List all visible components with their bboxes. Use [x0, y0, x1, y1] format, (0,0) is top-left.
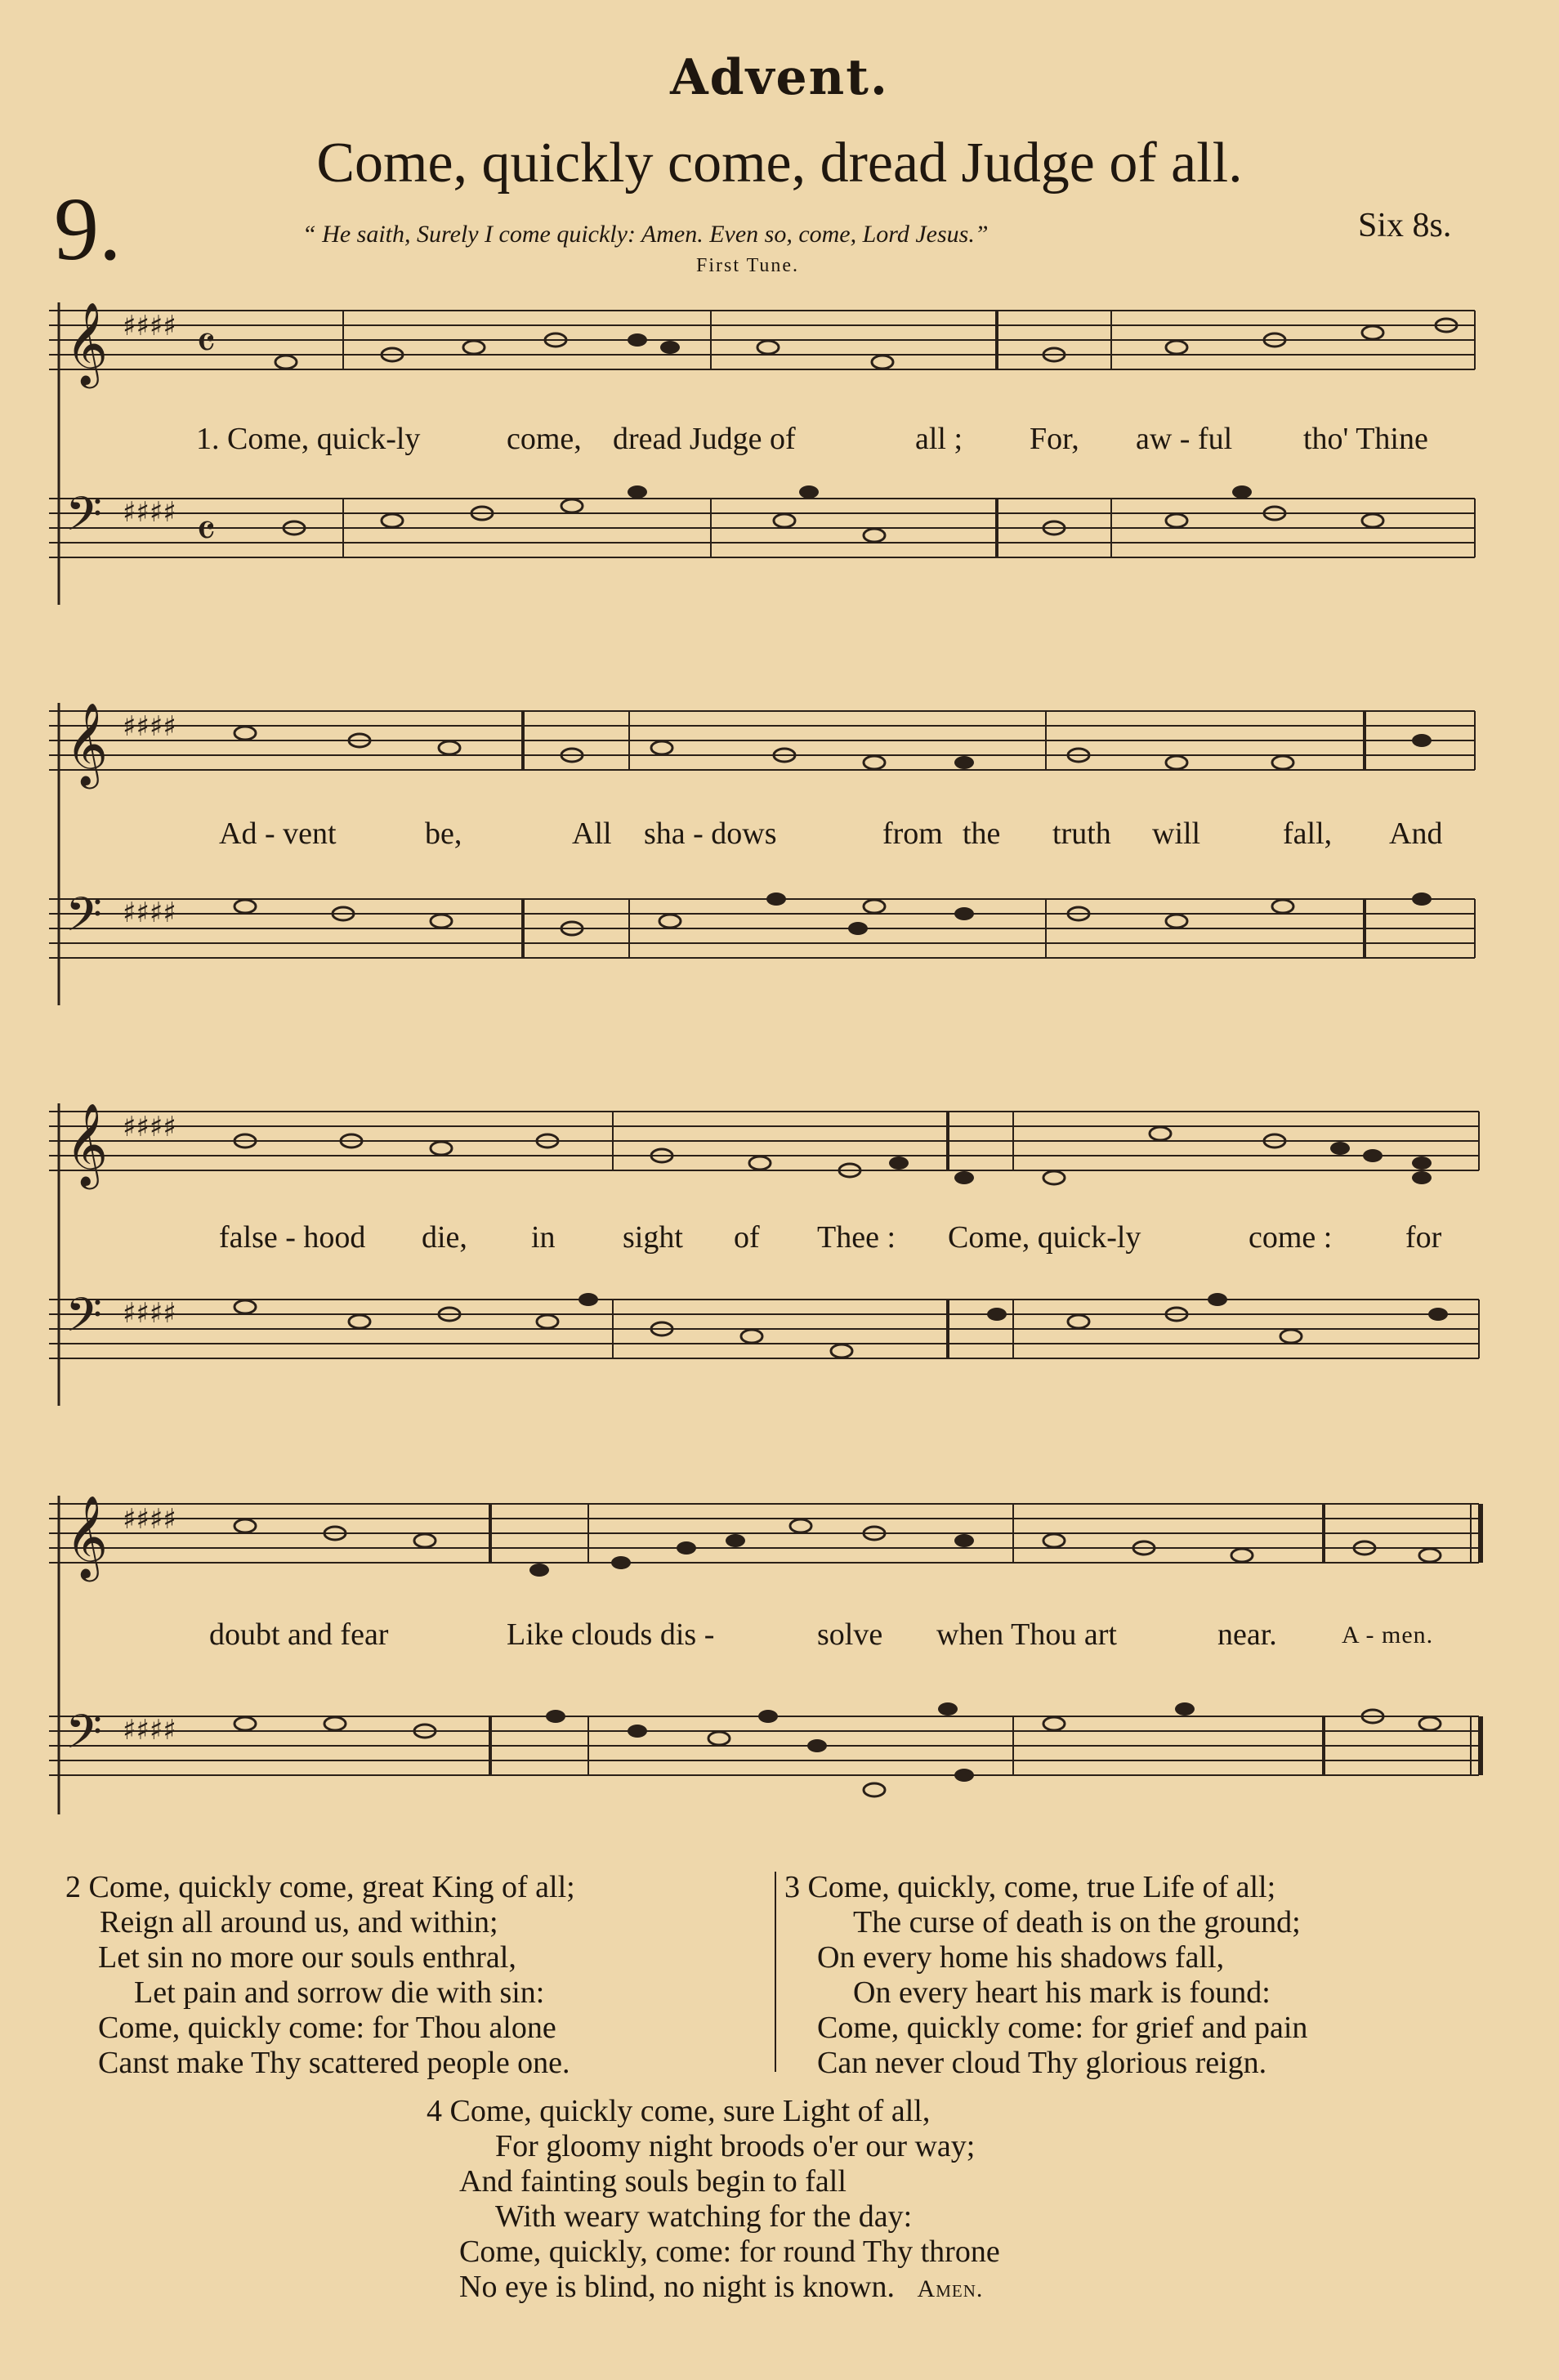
svg-text:𝄢: 𝄢 — [65, 1287, 103, 1354]
stanza-4-line-6-text: No eye is blind, no night is known. — [459, 2270, 896, 2304]
lyric-1-5: For, — [1030, 422, 1079, 456]
section-heading: Advent. — [670, 49, 889, 106]
stanza-4-amen: Amen. — [917, 2275, 984, 2302]
lyric-4-6: A - men. — [1342, 1622, 1434, 1649]
svg-text:𝄞: 𝄞 — [65, 701, 109, 785]
stanza-3-line-1: 3 Come, quickly, come, true Life of all; — [784, 1870, 1276, 1904]
stanza-3-line-5: Come, quickly come: for grief and pain — [817, 2011, 1308, 2045]
stanza-2-line-5: Come, quickly come: for Thou alone — [98, 2011, 556, 2045]
lyric-4-5: near. — [1217, 1617, 1277, 1652]
stanza-2-line-2: Reign all around us, and within; — [100, 1905, 498, 1939]
lyric-1-7: tho' Thine — [1303, 422, 1428, 456]
svg-text:𝄢: 𝄢 — [65, 486, 103, 553]
stanza-4-line-5: Come, quickly, come: for round Thy throne — [459, 2235, 1000, 2269]
hymn-title: Come, quickly come, dread Judge of all. — [316, 132, 1243, 195]
meter-label: Six 8s. — [1358, 207, 1452, 244]
stanza-4-line-3: And fainting souls begin to fall — [459, 2164, 847, 2199]
lyric-2-10: And — [1389, 816, 1443, 851]
lyric-3-7: Come, quick-ly — [948, 1220, 1141, 1255]
lyric-3-6: Thee : — [817, 1220, 896, 1255]
music-system-4 — [49, 1471, 1487, 1823]
lyric-3-5: of — [734, 1220, 760, 1255]
lyric-1-6: aw - ful — [1136, 422, 1233, 456]
svg-text:♯♯♯♯: ♯♯♯♯ — [123, 310, 176, 342]
lyric-4-1: doubt and fear — [209, 1617, 389, 1652]
svg-text:𝄴: 𝄴 — [196, 505, 217, 557]
stanza-3 — [784, 1870, 1307, 2081]
tune-label: First Tune. — [696, 255, 800, 276]
stanza-4 — [427, 2094, 1000, 2306]
lyric-1-1: 1. Come, quick-ly — [196, 422, 421, 456]
stanza-3-line-2: The curse of death is on the ground; — [853, 1905, 1301, 1939]
music-system-3 — [49, 1079, 1487, 1422]
lyric-3-3: in — [531, 1220, 556, 1255]
lyric-4-2: Like clouds dis - — [507, 1617, 715, 1652]
svg-text:♯♯♯♯: ♯♯♯♯ — [123, 496, 176, 529]
svg-text:𝄴: 𝄴 — [196, 317, 217, 369]
lyric-2-7: truth — [1052, 816, 1111, 851]
svg-text:♯♯♯♯: ♯♯♯♯ — [123, 1714, 176, 1747]
stanza-2-line-4: Let pain and sorrow die with sin: — [134, 1975, 545, 2010]
lyric-1-2: come, — [507, 422, 582, 456]
lyric-2-8: will — [1152, 816, 1201, 851]
lyric-1-3: dread Judge of — [613, 422, 796, 456]
music-system-2 — [49, 678, 1487, 1022]
lyric-1-4: all ; — [915, 422, 963, 456]
stanza-3-line-3: On every home his shadows fall, — [817, 1940, 1225, 1975]
stanza-3-line-6: Can never cloud Thy glorious reign. — [817, 2046, 1267, 2080]
hymn-number: 9. — [54, 179, 122, 279]
stanza-2-line-6: Canst make Thy scattered people one. — [98, 2046, 570, 2080]
stanza-3-line-4: On every heart his mark is found: — [853, 1975, 1271, 2010]
svg-text:𝄢: 𝄢 — [65, 1704, 103, 1771]
svg-text:♯♯♯♯: ♯♯♯♯ — [123, 1297, 176, 1330]
lyric-4-4: when Thou art — [936, 1617, 1117, 1652]
stanza-4-line-6 — [427, 2270, 1000, 2306]
stanza-2 — [65, 1870, 575, 2081]
lyric-2-1: Ad - vent — [219, 816, 337, 851]
stanza-divider — [775, 1872, 776, 2072]
lyric-2-9: fall, — [1283, 816, 1333, 851]
lyric-2-6: the — [963, 816, 1001, 851]
lyric-3-1: false - hood — [219, 1220, 366, 1255]
lyric-2-4: sha - dows — [644, 816, 777, 851]
svg-text:𝄞: 𝄞 — [65, 301, 109, 385]
epigraph: “ He saith, Surely I come quickly: Amen. Even so, come, Lord Jesus.” — [302, 221, 989, 248]
svg-text:𝄞: 𝄞 — [65, 1494, 109, 1578]
music-system-1 — [49, 278, 1487, 621]
stanza-4-line-1: 4 Come, quickly come, sure Light of all, — [427, 2094, 931, 2128]
lyric-2-3: All — [572, 816, 612, 851]
lyric-2-2: be, — [425, 816, 462, 851]
lyric-3-9: for — [1405, 1220, 1442, 1255]
stanza-4-line-2: For gloomy night broods o'er our way; — [495, 2129, 976, 2163]
lyric-3-8: come : — [1249, 1220, 1333, 1255]
svg-text:♯♯♯♯: ♯♯♯♯ — [123, 1111, 176, 1143]
lyric-3-2: die, — [422, 1220, 467, 1255]
stanza-2-line-3: Let sin no more our souls enthral, — [98, 1940, 516, 1975]
stanza-2-line-1: 2 Come, quickly come, great King of all; — [65, 1870, 575, 1904]
svg-text:♯♯♯♯: ♯♯♯♯ — [123, 897, 176, 929]
svg-text:♯♯♯♯: ♯♯♯♯ — [123, 1503, 176, 1536]
svg-text:𝄞: 𝄞 — [65, 1102, 109, 1186]
svg-text:♯♯♯♯: ♯♯♯♯ — [123, 710, 176, 743]
stanza-4-line-4: With weary watching for the day: — [495, 2199, 913, 2234]
lyric-2-5: from — [882, 816, 943, 851]
lyric-4-3: solve — [817, 1617, 883, 1652]
svg-text:𝄢: 𝄢 — [65, 887, 103, 954]
lyric-3-4: sight — [623, 1220, 683, 1255]
